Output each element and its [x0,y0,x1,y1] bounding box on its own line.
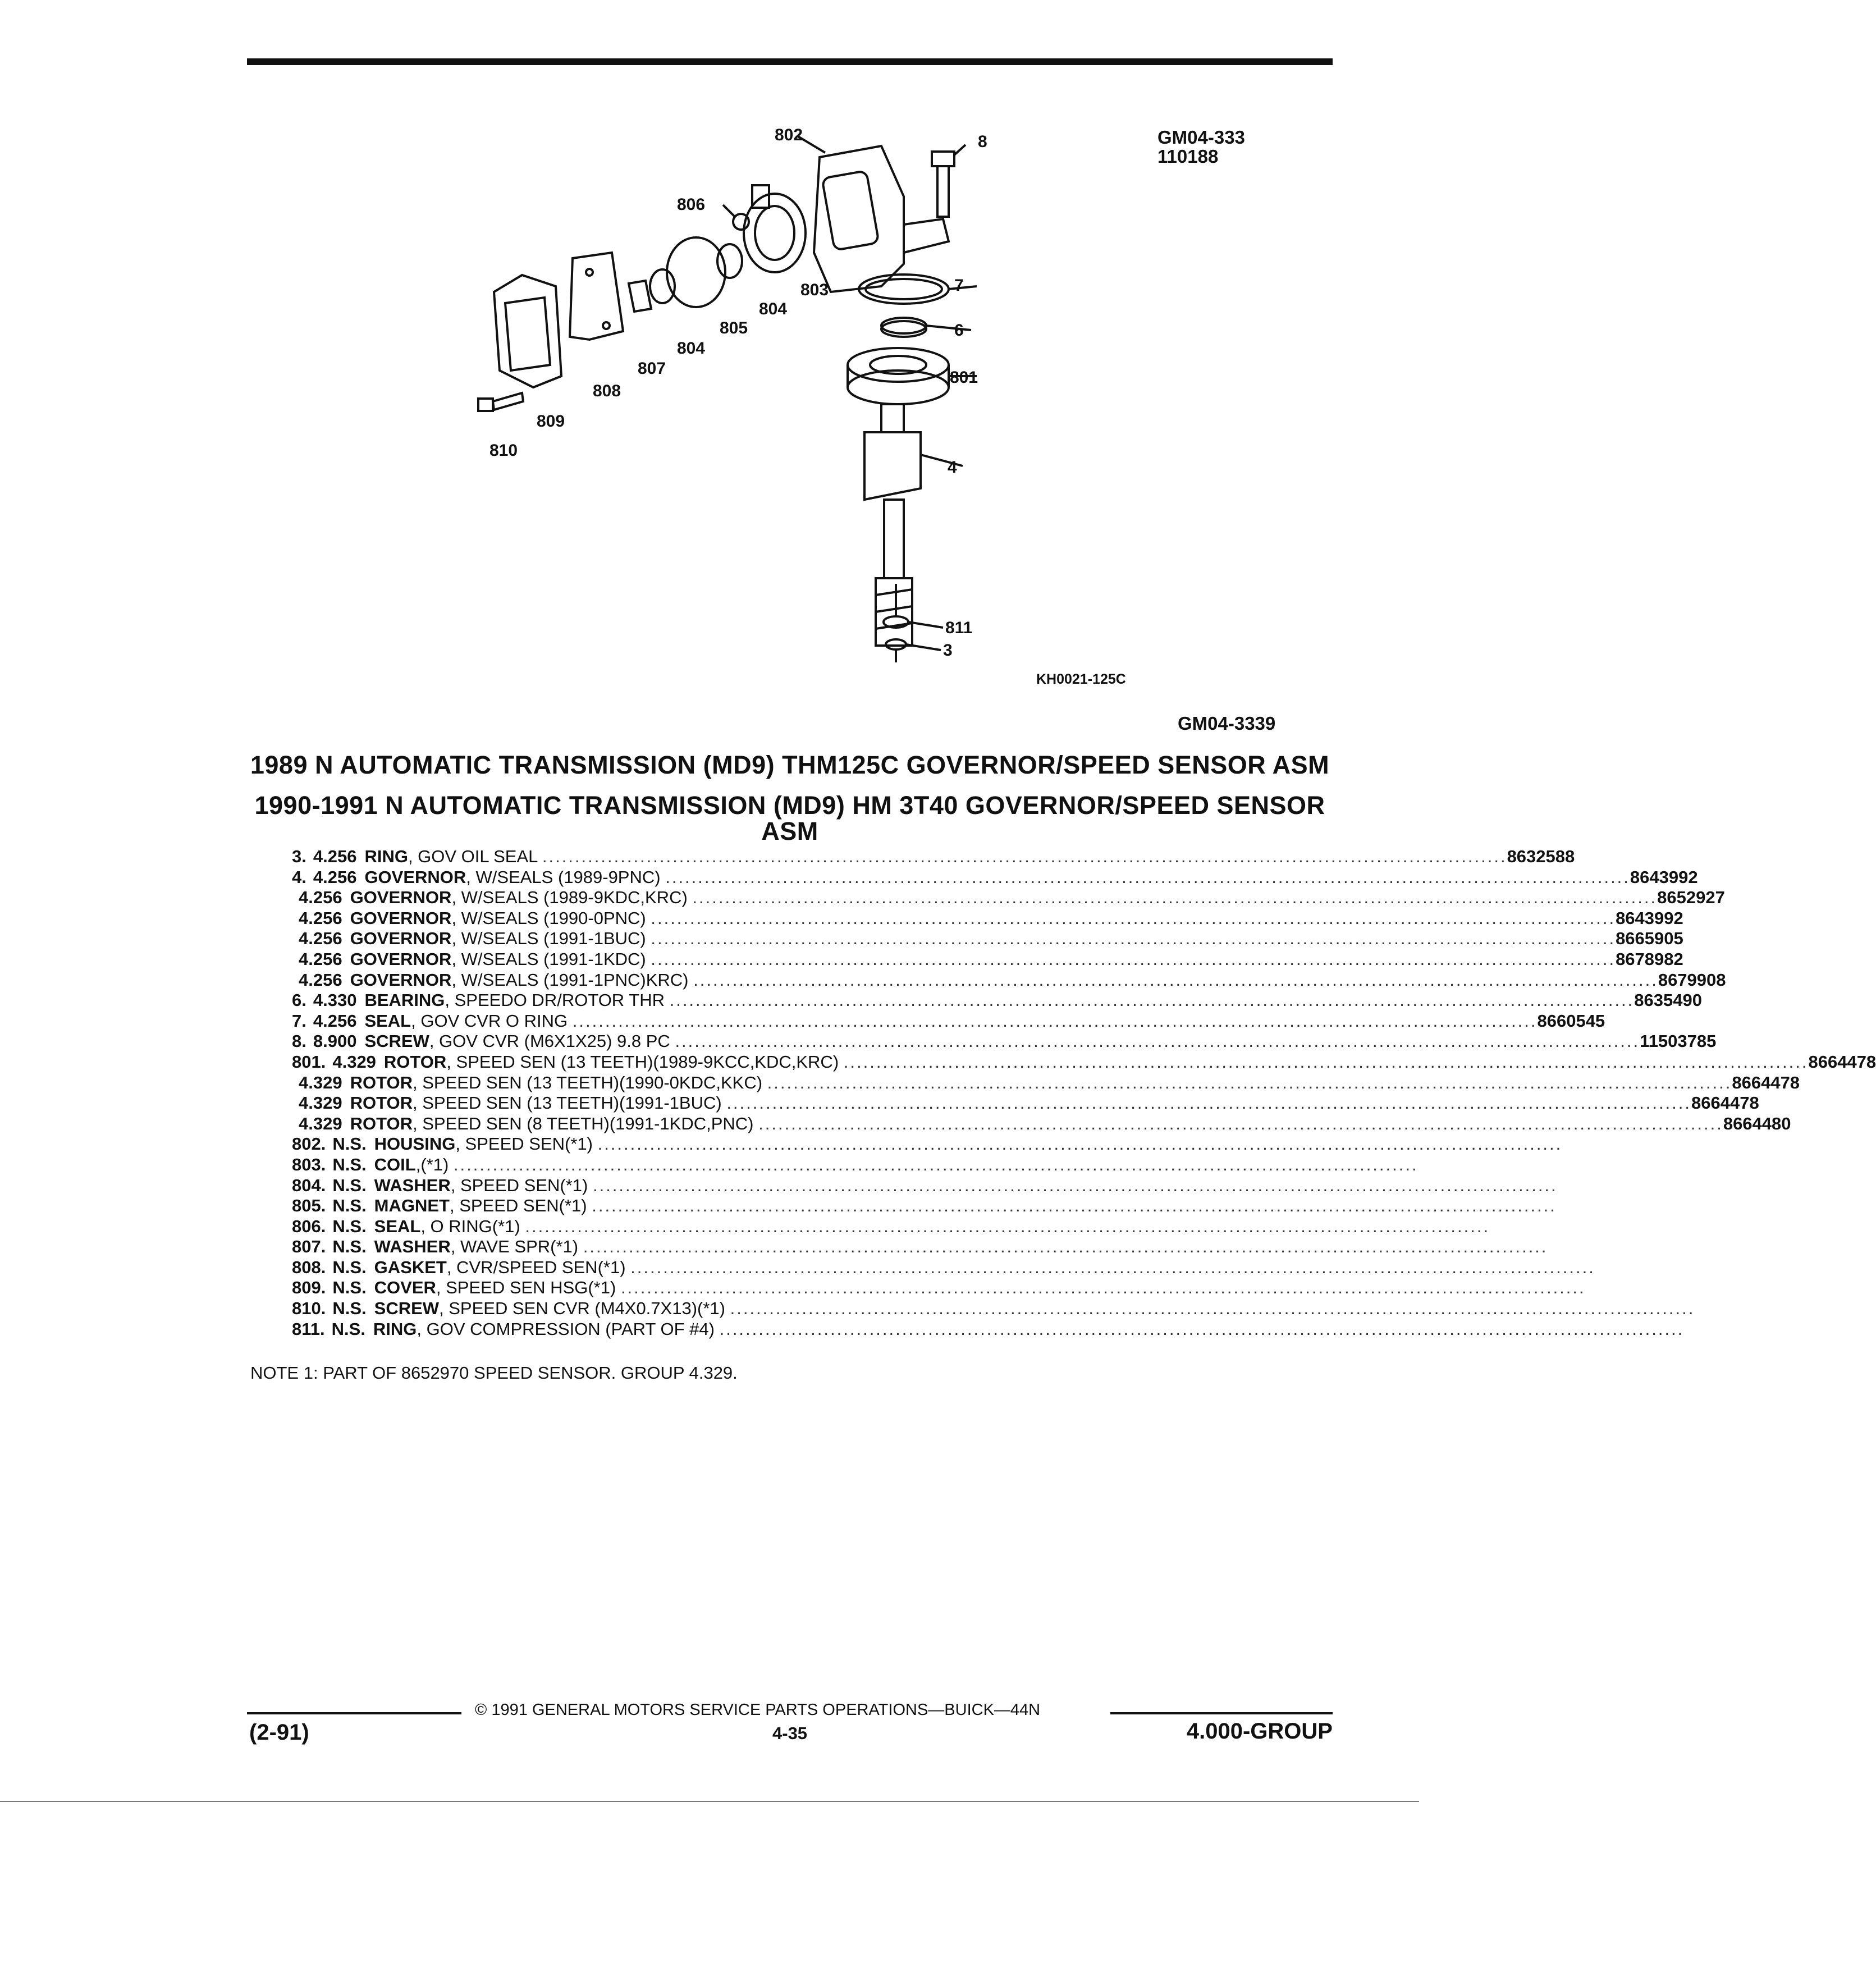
part-number: 8664478 [1808,1051,1876,1072]
part-group: 4.256 [299,969,342,990]
part-row [292,949,1683,970]
part-name: GOVERNOR [350,908,452,928]
part-name: WASHER [374,1175,451,1195]
part-detail: , O RING(*1) [420,1216,520,1236]
dot-leader: .................................................................................................................................................... [525,1216,1490,1236]
dot-leader: .................................................................................................................................................... [651,928,1616,949]
part-name: GOVERNOR [350,949,452,969]
exploded-parts-diagram [438,118,999,679]
part-name: COIL [374,1154,416,1174]
part-group: 4.330 [313,990,357,1010]
part-description [374,1257,1595,1278]
part-description [350,1093,1691,1114]
part-index: 3. [292,847,306,866]
part-group: 4.329 [299,1093,342,1113]
callout-809: 809 [537,412,565,431]
part-name: SEAL [374,1216,421,1236]
part-index [292,908,299,929]
callout-808: 808 [593,382,621,400]
callout-811: 811 [945,619,973,637]
part-group: N.S. [332,1257,367,1277]
dot-leader: .................................................................................................................................................... [620,1278,1586,1298]
part-name: ROTOR [350,1113,413,1133]
part-detail: , W/SEALS (1990-0PNC) [451,908,646,928]
part-group: 4.329 [332,1051,376,1072]
ref-code-line-2: 110188 [1157,146,1219,167]
part-detail: , W/SEALS (1989-9PNC) [466,867,661,887]
part-description [374,1155,1419,1175]
part-number: 8643992 [1630,867,1698,887]
part-number: 8679908 [1658,969,1726,990]
part-description [364,847,1507,867]
part-index: 801. [292,1051,326,1072]
part-detail: , SPEED SEN CVR (M4X0.7X13)(*1) [439,1298,725,1319]
part-group: N.S. [332,1196,367,1216]
part-row [292,1319,1685,1340]
callout-7: 7 [954,276,964,295]
part-index: 804. [292,1175,326,1195]
part-group: N.S. [332,1237,367,1257]
section-title-1990-1991: 1990-1991 N AUTOMATIC TRANSMISSION (MD9) HM 3T40 GOVERNOR/SPEED SENSOR ASM [254,791,1325,845]
part-detail: , SPEEDO DR/ROTOR THR [445,990,665,1010]
part-index [292,949,299,970]
part-index: 806. [292,1216,326,1236]
part-name: ROTOR [350,1093,413,1113]
part-description [373,1319,1684,1340]
dot-leader: .................................................................................................................................................... [592,1175,1558,1195]
part-row [292,1154,1419,1175]
part-number: 8664478 [1732,1072,1800,1092]
part-description [364,1031,1640,1052]
dot-leader: .................................................................................................................................................... [665,867,1630,887]
part-row [292,990,1702,1011]
part-name: COVER [374,1278,436,1298]
part-index: 8. [292,1031,306,1051]
dot-leader: .................................................................................................................................................... [630,1257,1595,1277]
part-index: 4. [292,867,306,887]
reference-code-top [1157,128,1246,166]
ref-code-line-1: GM04-333 [1157,127,1245,148]
part-group: 4.256 [299,908,342,928]
revision-date: (2-91) [249,1720,309,1745]
callout-6: 6 [954,321,964,340]
part-description [350,970,1658,991]
part-group: 4.256 [313,847,357,866]
part-name: BEARING [364,990,445,1010]
part-name: SCREW [364,1031,429,1051]
part-group: 4.256 [299,928,342,949]
part-description [364,990,1634,1011]
top-rule [247,58,1333,65]
callout-807: 807 [638,359,666,378]
part-index: 805. [292,1196,326,1216]
callout-805: 805 [720,319,748,337]
part-row [292,1051,1876,1073]
callout-801: 801 [950,368,978,387]
part-name: GOVERNOR [350,969,452,990]
part-row [292,1010,1605,1032]
part-row [292,1134,1563,1155]
callout-803: 803 [800,281,829,299]
parts-list [292,847,1876,1339]
part-row [292,969,1726,991]
part-name: SEAL [364,1010,411,1031]
dot-leader: .................................................................................................................................................... [692,888,1658,908]
part-detail: , SPEED SEN(*1) [455,1134,593,1154]
part-index [292,888,299,908]
part-name: SCREW [374,1298,440,1319]
housing-part [814,146,904,292]
dot-leader: .................................................................................................................................................... [572,1010,1538,1031]
part-index: 7. [292,1010,306,1031]
part-detail: , SPEED SEN (13 TEETH)(1991-1BUC) [412,1093,722,1113]
part-row [292,888,1725,908]
dot-leader: .................................................................................................................................................... [669,990,1635,1010]
part-detail: , WAVE SPR(*1) [450,1237,579,1257]
part-group: 4.256 [313,867,357,887]
part-group: N.S. [332,1298,367,1319]
part-name: ROTOR [350,1072,413,1092]
part-group: 4.256 [299,949,342,969]
part-index: 811. [292,1319,325,1339]
part-group: 4.329 [299,1072,342,1092]
part-row [292,1072,1800,1094]
part-detail: , W/SEALS (1991-1PNC)KRC) [451,969,689,990]
part-detail: , GOV CVR (M6X1X25) 9.8 PC [429,1031,670,1051]
part-detail: , GOV OIL SEAL [408,847,538,866]
part-index [292,1093,299,1114]
part-group: N.S. [332,1134,367,1154]
part-detail: , SPEED SEN (13 TEETH)(1989-9KCC,KDC,KRC) [446,1051,839,1072]
part-name: RING [364,847,408,866]
dot-leader: .................................................................................................................................................... [453,1154,1419,1174]
part-row [292,1175,1558,1196]
part-row [292,928,1683,949]
part-group: N.S. [331,1319,365,1339]
callout-804-lower: 804 [677,339,706,358]
part-description [374,1196,1557,1216]
part-description [374,1216,1490,1237]
part-detail: , SPEED SEN (13 TEETH)(1990-0KDC,KKC) [412,1072,763,1092]
part-group: N.S. [332,1216,367,1236]
part-detail: , SPEED SEN(*1) [450,1175,588,1195]
part-description [350,1073,1732,1094]
part-index [292,928,299,949]
callout-804-upper: 804 [759,300,788,318]
dot-leader: .................................................................................................................................................... [592,1196,1557,1216]
part-index [292,1073,299,1094]
part-row [292,1257,1595,1278]
copyright-line: © 1991 GENERAL MOTORS SERVICE PARTS OPERATIONS—BUICK—44N [475,1701,1041,1719]
part-group: N.S. [332,1278,367,1298]
part-detail: , SPEED SEN (8 TEETH)(1991-1KDC,PNC) [412,1113,754,1133]
page-number: 4-35 [772,1723,808,1743]
part-index: 6. [292,990,306,1010]
dot-leader: .................................................................................................................................................... [542,847,1507,866]
dot-leader: .................................................................................................................................................... [767,1072,1732,1092]
callout-4: 4 [948,458,957,477]
illustration-code: KH0021-125C [1036,671,1126,687]
part-detail: , W/SEALS (1989-9KDC,KRC) [451,888,688,908]
callout-802: 802 [775,126,803,144]
part-detail: , CVR/SPEED SEN(*1) [446,1257,626,1277]
part-number: 8643992 [1616,908,1683,928]
part-detail: , GOV COMPRESSION (PART OF #4) [417,1319,715,1339]
part-row [292,1216,1490,1237]
part-name: HOUSING [374,1134,456,1154]
callout-810: 810 [489,441,518,460]
part-row [292,847,1575,867]
dot-leader: .................................................................................................................................................... [597,1134,1563,1154]
part-detail: , GOV CVR O RING [411,1010,568,1031]
section-title-1989: 1989 N AUTOMATIC TRANSMISSION (MD9) THM125C GOVERNOR/SPEED SENSOR ASM [250,751,1330,779]
part-index [292,1114,299,1135]
footer-rule-right [1110,1712,1333,1714]
part-row [292,1093,1759,1114]
part-row [292,867,1698,888]
part-detail: , SPEED SEN HSG(*1) [436,1278,616,1298]
dot-leader: .................................................................................................................................................... [719,1319,1685,1339]
part-row [292,1237,1548,1257]
part-index: 810. [292,1298,326,1319]
dot-leader: .................................................................................................................................................... [675,1031,1640,1051]
dot-leader: .................................................................................................................................................... [651,949,1616,969]
dot-leader: .................................................................................................................................................... [730,1298,1695,1319]
part-detail: , W/SEALS (1991-1BUC) [451,928,646,949]
dot-leader: .................................................................................................................................................... [583,1237,1548,1257]
part-number: 11503785 [1640,1031,1717,1051]
part-group: N.S. [332,1175,367,1195]
part-description [364,1011,1537,1032]
part-number: 8660545 [1537,1010,1605,1031]
part-description [350,949,1616,970]
part-description [350,928,1616,949]
part-group: N.S. [332,1154,367,1174]
part-name: MAGNET [374,1196,450,1216]
part-description [350,1114,1723,1135]
part-name: ROTOR [383,1051,447,1072]
part-name: GOVERNOR [350,928,452,949]
part-number: 8635490 [1634,990,1702,1010]
part-row [292,1031,1717,1052]
part-description [374,1134,1563,1155]
part-description [384,1052,1809,1073]
part-group: 4.256 [299,888,342,908]
dot-leader: .................................................................................................................................................... [843,1051,1809,1072]
part-index: 809. [292,1278,326,1298]
callout-806: 806 [677,195,706,214]
part-description [374,1175,1558,1196]
group-number: 4.000-GROUP [1186,1719,1333,1744]
part-row [292,1298,1695,1319]
part-group: 4.329 [299,1113,342,1133]
part-index: 807. [292,1237,326,1257]
part-index: 803. [292,1154,326,1174]
dot-leader: .................................................................................................................................................... [758,1113,1723,1133]
part-name: GASKET [374,1257,447,1277]
part-number: 8652927 [1657,888,1725,908]
dot-leader: .................................................................................................................................................... [726,1093,1692,1113]
dot-leader: .................................................................................................................................................... [693,969,1658,990]
footnote: NOTE 1: PART OF 8652970 SPEED SENSOR. GROUP 4.329. [250,1363,738,1383]
part-description [374,1237,1548,1257]
part-number: 8664480 [1723,1113,1791,1133]
part-index [292,970,299,991]
part-detail: ,(*1) [415,1154,449,1174]
part-description [374,1298,1695,1319]
part-description [364,867,1630,888]
part-name: RING [373,1319,417,1339]
part-number: 8678982 [1616,949,1683,969]
part-description [374,1278,1586,1298]
part-name: WASHER [374,1237,451,1257]
part-number: 8665905 [1616,928,1683,949]
part-number: 8664478 [1691,1093,1759,1113]
part-group: 4.256 [313,1010,357,1031]
reference-code-right: GM04-3339 [1178,713,1276,734]
part-row [292,1196,1557,1216]
callout-3: 3 [943,641,953,660]
part-detail: , SPEED SEN(*1) [449,1196,587,1216]
part-row [292,1278,1586,1298]
part-number: 8632588 [1507,847,1575,866]
part-name: GOVERNOR [364,867,466,887]
part-group: 8.900 [313,1031,357,1051]
dot-leader: .................................................................................................................................................... [651,908,1616,928]
part-description [350,888,1658,908]
part-name: GOVERNOR [350,888,452,908]
part-description [350,908,1616,929]
part-row [292,1113,1791,1135]
part-row [292,908,1683,929]
bottom-scan-rule [0,1801,1419,1802]
callout-8: 8 [978,132,987,151]
part-detail: , W/SEALS (1991-1KDC) [451,949,646,969]
part-index: 802. [292,1134,326,1154]
part-index: 808. [292,1257,326,1277]
footer-rule-left [247,1712,461,1714]
